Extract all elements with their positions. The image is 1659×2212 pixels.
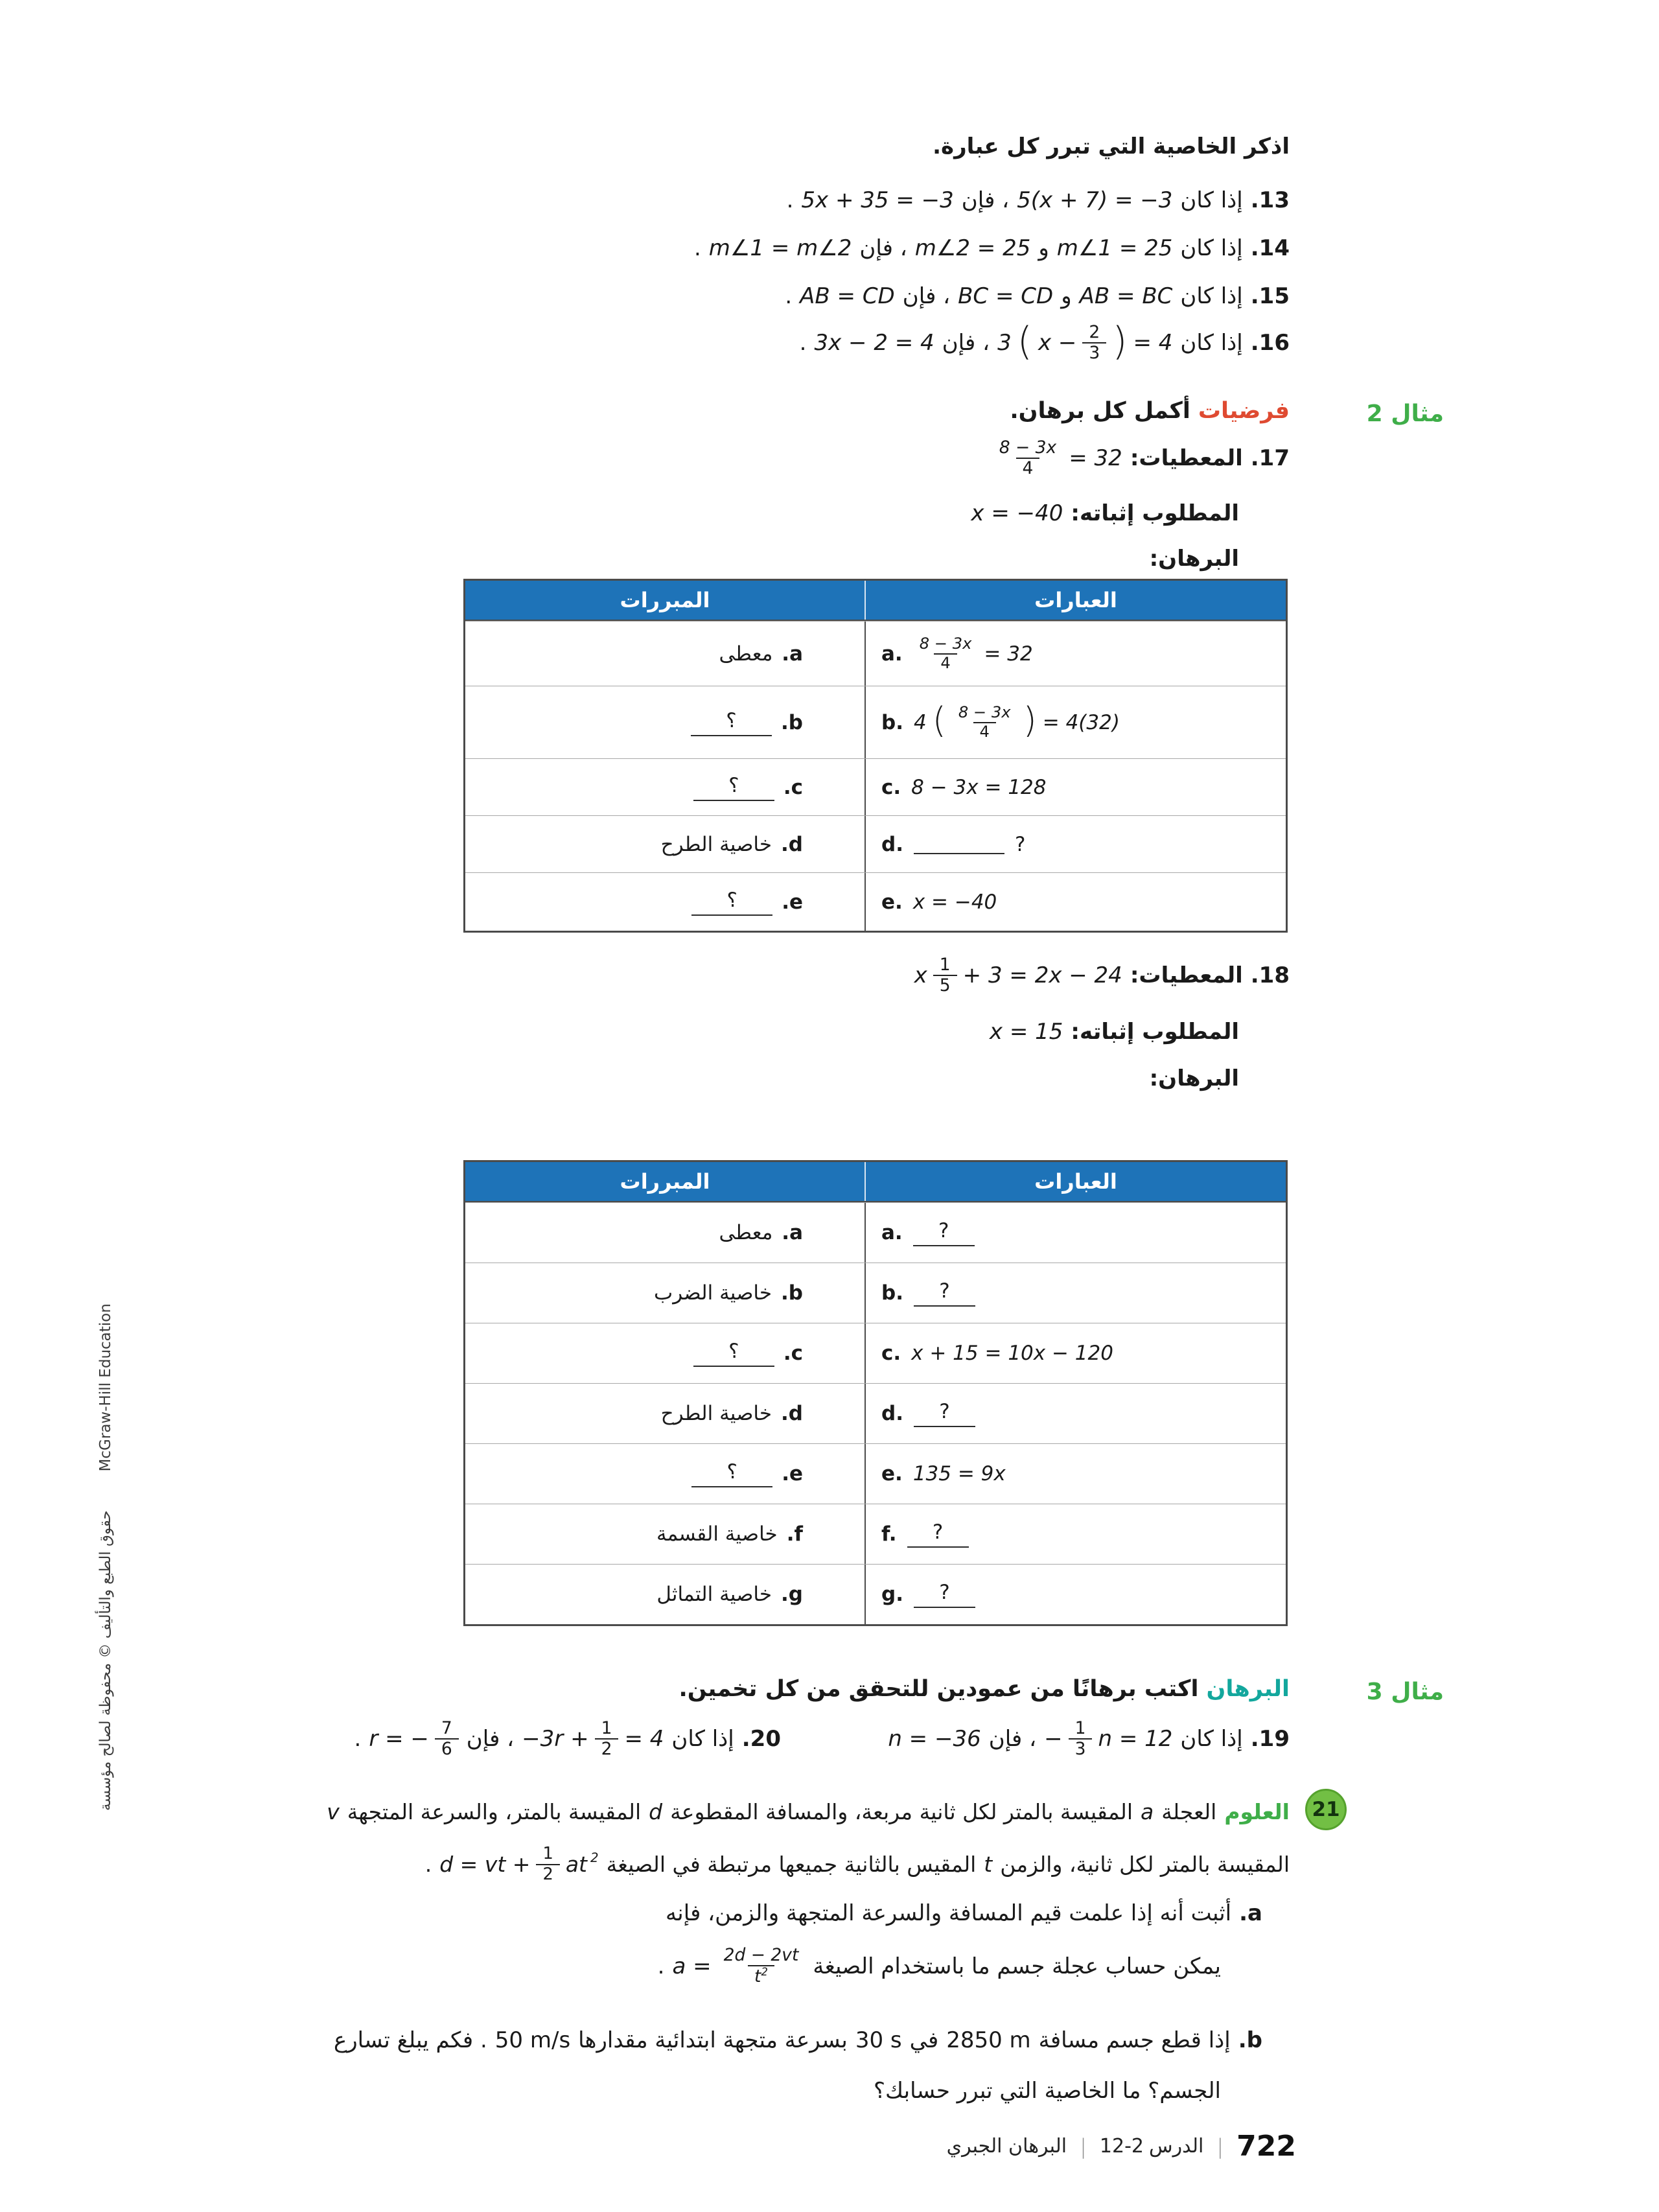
fraction-numerator: 8 − 3x xyxy=(919,634,972,653)
reason-cell xyxy=(465,1384,864,1443)
body-text: المقيس بالثانية جميعها مرتبطة في الصيغة xyxy=(606,1852,977,1878)
reason-text: خاصية الضرب xyxy=(654,1281,772,1305)
then-text: ، فإن xyxy=(988,1726,1037,1752)
copyright-arabic: حقوق الطبع والتأليف © محفوظة لصالح مؤسسة xyxy=(97,1510,114,1811)
answer-blank: ? xyxy=(914,1581,975,1608)
fraction-denominator: 2 xyxy=(595,1738,619,1759)
exercise-17-prove-line xyxy=(971,500,1239,526)
vocab-term: فرضيات xyxy=(1198,398,1290,424)
subitem-letter: a. xyxy=(1239,1900,1262,1926)
variable-v: v xyxy=(327,1799,340,1824)
math-expression: m∠1 = m∠2 xyxy=(708,235,852,261)
fraction-numerator: 1 xyxy=(939,955,951,975)
reason-cell xyxy=(465,622,864,686)
reason-cell xyxy=(465,1263,864,1323)
item-number: 14. xyxy=(1250,235,1290,261)
heading-text: أكمل كل برهان. xyxy=(1010,398,1190,424)
fraction xyxy=(1069,1719,1093,1760)
fraction xyxy=(435,1719,459,1760)
fraction xyxy=(993,438,1063,479)
fraction-numerator: 2 xyxy=(1089,322,1100,342)
fraction xyxy=(595,1719,619,1760)
proof-row-c xyxy=(465,1323,1286,1383)
prove-label: المطلوب إثباته: xyxy=(1071,500,1239,526)
row-letter: f. xyxy=(786,1522,803,1546)
exercise-18-prove-line xyxy=(990,1019,1239,1045)
reason-text: معطى xyxy=(719,642,773,666)
math-expression: x = −40 xyxy=(971,500,1063,526)
statement-cell xyxy=(864,686,1286,758)
then-text: ، فإن xyxy=(902,283,951,309)
statement-cell xyxy=(864,1263,1286,1323)
row-letter: d. xyxy=(881,1402,903,1425)
exercise-18-given-line xyxy=(914,955,1290,996)
row-letter: d. xyxy=(781,832,803,856)
exercise-17-given-line xyxy=(993,438,1290,479)
denominator-base: t xyxy=(754,1966,761,1987)
example-2-label: مثال 2 xyxy=(1366,401,1444,427)
reason-cell xyxy=(465,1323,864,1383)
row-letter: g. xyxy=(881,1583,903,1606)
proof-row-b xyxy=(465,686,1286,758)
fraction-denominator: 3 xyxy=(1082,342,1106,363)
statement-cell xyxy=(864,1384,1286,1443)
fraction xyxy=(1082,323,1106,364)
proof-row-e xyxy=(465,1443,1286,1504)
math-expression: BC = CD xyxy=(958,283,1054,309)
exercise-20 xyxy=(354,1719,781,1760)
proof-label: البرهان: xyxy=(1149,546,1239,572)
example-3-heading xyxy=(679,1676,1290,1702)
lesson-label: الدرس xyxy=(1149,2135,1204,2158)
body-text: المقيسة بالمتر لكل ثانية مربعة، والمسافة المقطوعة xyxy=(670,1799,1133,1824)
measurement-value: 30 s xyxy=(855,2027,902,2053)
reason-cell xyxy=(465,759,864,815)
answer-blank: ؟ xyxy=(693,774,774,801)
fraction-numerator: 1 xyxy=(542,1844,553,1863)
answer-blank: ؟ xyxy=(693,1340,774,1367)
fraction-numerator: 2d − 2vt xyxy=(723,1945,799,1965)
exponent: 2 xyxy=(590,1850,599,1866)
reason-cell xyxy=(465,816,864,872)
paren-close: ) xyxy=(1112,319,1128,364)
fraction xyxy=(536,1845,559,1884)
math-expression: x = 15 xyxy=(989,1019,1063,1045)
period: . xyxy=(657,1953,665,1979)
period: . xyxy=(786,187,794,213)
if-text: إذا كان xyxy=(1180,1726,1243,1752)
body-text: المقيسة بالمتر، والسرعة المتجهة xyxy=(347,1799,642,1824)
answer-blank: ؟ xyxy=(691,889,772,916)
example-2-heading xyxy=(1010,398,1290,424)
then-text: ، فإن xyxy=(859,235,907,261)
statement-cell xyxy=(864,1203,1286,1263)
variable-d: d xyxy=(649,1799,663,1824)
math-expression xyxy=(914,955,1122,996)
body-text: بسرعة متجهة ابتدائية مقدارها xyxy=(578,2027,848,2053)
answer-blank: ؟ xyxy=(691,1460,772,1487)
science-label: العلوم xyxy=(1224,1799,1290,1824)
proof-table-header xyxy=(465,1162,1286,1202)
statement-cell xyxy=(864,1323,1286,1383)
proof-row-c xyxy=(465,758,1286,815)
page-number: 722 xyxy=(1236,2130,1296,2163)
variable-t: t xyxy=(984,1852,993,1878)
item-number: 17. xyxy=(1250,445,1290,472)
fraction-numerator: 8 − 3x xyxy=(958,703,1011,721)
reason-cell xyxy=(465,873,864,931)
answer-blank: ? xyxy=(913,1219,975,1246)
fraction-denominator xyxy=(748,1965,774,1986)
math-expression xyxy=(993,438,1122,479)
body-text: المقيسة بالمتر لكل ثانية، والزمن xyxy=(1000,1852,1290,1878)
variable-a: a xyxy=(1141,1799,1154,1824)
math-expression xyxy=(997,319,1173,364)
exercise-13 xyxy=(787,187,1290,213)
row-letter: b. xyxy=(781,710,803,734)
reason-text: خاصية الطرح xyxy=(660,1402,772,1425)
reason-cell xyxy=(465,1565,864,1624)
item-number: 16. xyxy=(1250,330,1290,356)
if-text: إذا كان xyxy=(1180,330,1243,356)
period: . xyxy=(785,283,793,309)
badge-number: 21 xyxy=(1312,1798,1340,1821)
math-expression: n = −36 xyxy=(888,1726,981,1752)
subitem-letter: b. xyxy=(1238,2027,1262,2053)
fraction-numerator: 7 xyxy=(441,1718,452,1738)
statement-cell xyxy=(864,622,1286,686)
fraction-numerator: 8 − 3x xyxy=(999,437,1057,458)
if-text: إذا كان xyxy=(1180,187,1243,213)
row-letter: a. xyxy=(782,642,803,666)
item-number: 19. xyxy=(1250,1726,1290,1752)
statement-cell xyxy=(864,1565,1286,1624)
item-number: 18. xyxy=(1250,962,1290,989)
math-term: n = 12 xyxy=(1098,1726,1173,1752)
row-letter: b. xyxy=(881,1281,903,1305)
exercise-21-line1 xyxy=(327,1799,1290,1824)
example-3-label: مثال 3 xyxy=(1366,1679,1444,1705)
fraction-denominator: 5 xyxy=(933,975,957,995)
row-letter: b. xyxy=(781,1281,803,1305)
math-expression: x = −40 xyxy=(912,890,997,914)
statements-column-header: العبارات xyxy=(864,1162,1286,1201)
math-term: d = vt + xyxy=(439,1852,531,1878)
period: . xyxy=(693,235,701,261)
equals-value: = 32 xyxy=(1069,445,1122,472)
reason-text: معطى xyxy=(719,1221,773,1244)
statement-cell xyxy=(864,1444,1286,1504)
proof-row-f xyxy=(465,1504,1286,1564)
math-term: x xyxy=(914,962,927,989)
row-letter: c. xyxy=(783,775,803,799)
row-letter: e. xyxy=(782,1462,803,1485)
fraction-denominator: 2 xyxy=(536,1864,559,1885)
row-letter: g. xyxy=(781,1583,803,1606)
row-letter: a. xyxy=(881,642,903,666)
separator: | xyxy=(1216,2134,1224,2159)
math-expression: AB = BC xyxy=(1079,283,1173,309)
minus-sign: − xyxy=(1044,1726,1063,1752)
question-mark: ? xyxy=(1014,832,1026,856)
proof-label: البرهان: xyxy=(1149,1065,1239,1091)
measurement-value: 2850 m xyxy=(946,2027,1031,2053)
statements-column-header: العبارات xyxy=(864,581,1286,620)
body-text: . فكم يبلغ تسارع xyxy=(333,2027,487,2053)
measurement-value: 50 m/s xyxy=(494,2027,571,2053)
exercise-21-line2 xyxy=(425,1845,1290,1884)
proof-row-e xyxy=(465,872,1286,931)
reason-cell xyxy=(465,686,864,758)
period: . xyxy=(424,1852,432,1878)
coefficient: 3 xyxy=(997,330,1012,356)
fraction xyxy=(952,704,1017,741)
fraction-numerator: 1 xyxy=(601,1718,612,1738)
row-letter: e. xyxy=(881,890,903,914)
copyright-sidebar xyxy=(97,1303,114,1811)
row-letter: f. xyxy=(881,1522,897,1546)
given-label: المعطيات: xyxy=(1130,445,1243,472)
math-expression: m∠1 = 25 xyxy=(1056,235,1173,261)
paren-open: ( xyxy=(1017,319,1032,364)
if-text: إذا كان xyxy=(671,1726,734,1752)
then-text: ، فإن xyxy=(942,330,990,356)
given-label: المعطيات: xyxy=(1130,962,1243,989)
statement-cell xyxy=(864,816,1286,872)
answer-blank: ? xyxy=(914,1279,975,1307)
exercise-21b-line1 xyxy=(334,2027,1262,2053)
math-expression: 5x + 35 = −3 xyxy=(801,187,954,213)
math-expression xyxy=(369,1719,458,1760)
math-term: r = − xyxy=(369,1726,429,1752)
exercise-21a-line1 xyxy=(666,1900,1262,1926)
row-letter: c. xyxy=(783,1342,803,1365)
item-number: 13. xyxy=(1250,187,1290,213)
footer-title: البرهان الجبري xyxy=(946,2135,1067,2158)
fraction-denominator: 4 xyxy=(934,653,957,673)
exercise-16 xyxy=(799,319,1290,364)
reason-text: خاصية الطرح xyxy=(660,832,772,856)
proof-row-b xyxy=(465,1263,1286,1323)
exercise-19 xyxy=(888,1719,1290,1760)
math-term: a = xyxy=(672,1953,712,1979)
period: . xyxy=(799,330,807,356)
math-expression: 8 − 3x = 128 xyxy=(911,775,1047,799)
proof-row-g xyxy=(465,1564,1286,1624)
reason-cell xyxy=(465,1504,864,1564)
paren-open: ( xyxy=(932,700,946,741)
paren-close: ) xyxy=(1023,700,1037,741)
answer-blank: ? xyxy=(907,1520,969,1548)
fraction xyxy=(717,1946,806,1987)
exercise-21a-line2 xyxy=(658,1946,1221,1987)
row-letter: e. xyxy=(881,1462,903,1485)
equals-value: = 32 xyxy=(984,642,1033,666)
exercise-15 xyxy=(785,283,1290,309)
row-letter: b. xyxy=(881,710,903,734)
vocab-term: البرهان xyxy=(1206,1676,1290,1702)
fraction-denominator: 3 xyxy=(1069,1738,1093,1759)
math-term: x − xyxy=(1038,330,1077,356)
fraction xyxy=(933,955,957,996)
math-expression: m∠2 = 25 xyxy=(914,235,1031,261)
math-expression xyxy=(522,1719,664,1760)
reason-cell xyxy=(465,1444,864,1504)
lesson-number: 12-2 xyxy=(1099,2135,1144,2158)
row-letter: d. xyxy=(881,832,903,856)
math-expression: 135 = 9x xyxy=(912,1462,1006,1485)
math-expression: x + 15 = 10x − 120 xyxy=(911,1342,1113,1365)
proof-table-18 xyxy=(463,1160,1288,1626)
row-letter: e. xyxy=(782,890,803,914)
equals-value: = 4 xyxy=(1133,330,1173,356)
and-text: و xyxy=(1038,235,1049,261)
proof-row-a xyxy=(465,1202,1286,1263)
body-text: أثبت أنه إذا علمت قيم المسافة والسرعة المتجهة والزمن، فإنه xyxy=(666,1900,1232,1926)
body-text: في xyxy=(909,2027,939,2053)
statement-cell xyxy=(864,873,1286,931)
row-letter: d. xyxy=(781,1402,803,1425)
proof-table-17 xyxy=(463,579,1288,933)
section-instruction: اذكر الخاصية التي تبرر كل عبارة. xyxy=(933,134,1290,159)
fraction-denominator: 4 xyxy=(1016,458,1040,478)
formula xyxy=(439,1845,598,1884)
prove-label: المطلوب إثباته: xyxy=(1071,1019,1239,1045)
reason-text: خاصية القسمة xyxy=(656,1522,778,1546)
math-expression xyxy=(913,635,1033,673)
reasons-column-header: المبررات xyxy=(620,1169,710,1194)
proof-row-a xyxy=(465,621,1286,686)
math-term: + 3 = 2x − 24 xyxy=(962,962,1122,989)
heading-text: اكتب برهانًا من عمودين للتحقق من كل تخمين. xyxy=(679,1676,1199,1702)
math-expression: AB = CD xyxy=(800,283,895,309)
proof-table-header xyxy=(465,581,1286,621)
body-text: إذا قطع جسم مسافة xyxy=(1038,2027,1231,2053)
page-footer xyxy=(947,2130,1296,2163)
math-term: −3r + xyxy=(522,1726,589,1752)
fraction-denominator: 4 xyxy=(973,722,996,741)
if-text: إذا كان xyxy=(1180,235,1243,261)
math-expression xyxy=(1044,1719,1172,1760)
exercise-14 xyxy=(694,235,1290,261)
math-term: at xyxy=(565,1852,587,1878)
math-expression: 5(x + 7) = −3 xyxy=(1017,187,1173,213)
then-text: ، فإن xyxy=(466,1726,515,1752)
math-expression xyxy=(913,700,1120,741)
equals-value: = 4(32) xyxy=(1042,710,1120,734)
reason-text: خاصية التماثل xyxy=(656,1583,772,1606)
answer-blank: ? xyxy=(914,1400,975,1427)
equals-value: = 4 xyxy=(624,1726,664,1752)
formula xyxy=(672,1946,805,1987)
footer-lesson xyxy=(1100,2135,1203,2158)
body-text: يمكن حساب عجلة جسم ما باستخدام الصيغة xyxy=(813,1953,1221,1979)
exponent: 2 xyxy=(761,1966,768,1979)
copyright-english: McGraw-Hill Education xyxy=(97,1303,114,1472)
row-letter: c. xyxy=(881,1342,901,1365)
exercise-21b-line2: الجسم؟ ما الخاصية التي تبرر حسابك؟ xyxy=(873,2078,1221,2104)
item-number: 15. xyxy=(1250,283,1290,309)
reasons-column-header: المبررات xyxy=(620,588,710,612)
fraction xyxy=(913,635,979,673)
body-text: العجلة xyxy=(1161,1799,1217,1824)
coefficient: 4 xyxy=(913,710,927,734)
math-expression: 3x − 2 = 4 xyxy=(814,330,934,356)
fraction-denominator: 6 xyxy=(435,1738,459,1759)
answer-blank xyxy=(914,834,1004,854)
then-text: ، فإن xyxy=(961,187,1010,213)
proof-row-d xyxy=(465,1383,1286,1443)
fraction-numerator: 1 xyxy=(1074,1718,1086,1738)
item-21-badge xyxy=(1305,1789,1347,1830)
reason-cell xyxy=(465,1203,864,1263)
and-text: و xyxy=(1061,283,1072,309)
row-letter: c. xyxy=(881,775,901,799)
statement-cell xyxy=(864,1504,1286,1564)
answer-blank: ؟ xyxy=(691,709,772,736)
period: . xyxy=(354,1726,362,1752)
row-letter: a. xyxy=(782,1221,803,1244)
row-letter: a. xyxy=(881,1221,903,1244)
proof-row-d xyxy=(465,815,1286,872)
if-text: إذا كان xyxy=(1180,283,1243,309)
item-number: 20. xyxy=(741,1726,781,1752)
statement-cell xyxy=(864,759,1286,815)
separator: | xyxy=(1080,2134,1087,2159)
